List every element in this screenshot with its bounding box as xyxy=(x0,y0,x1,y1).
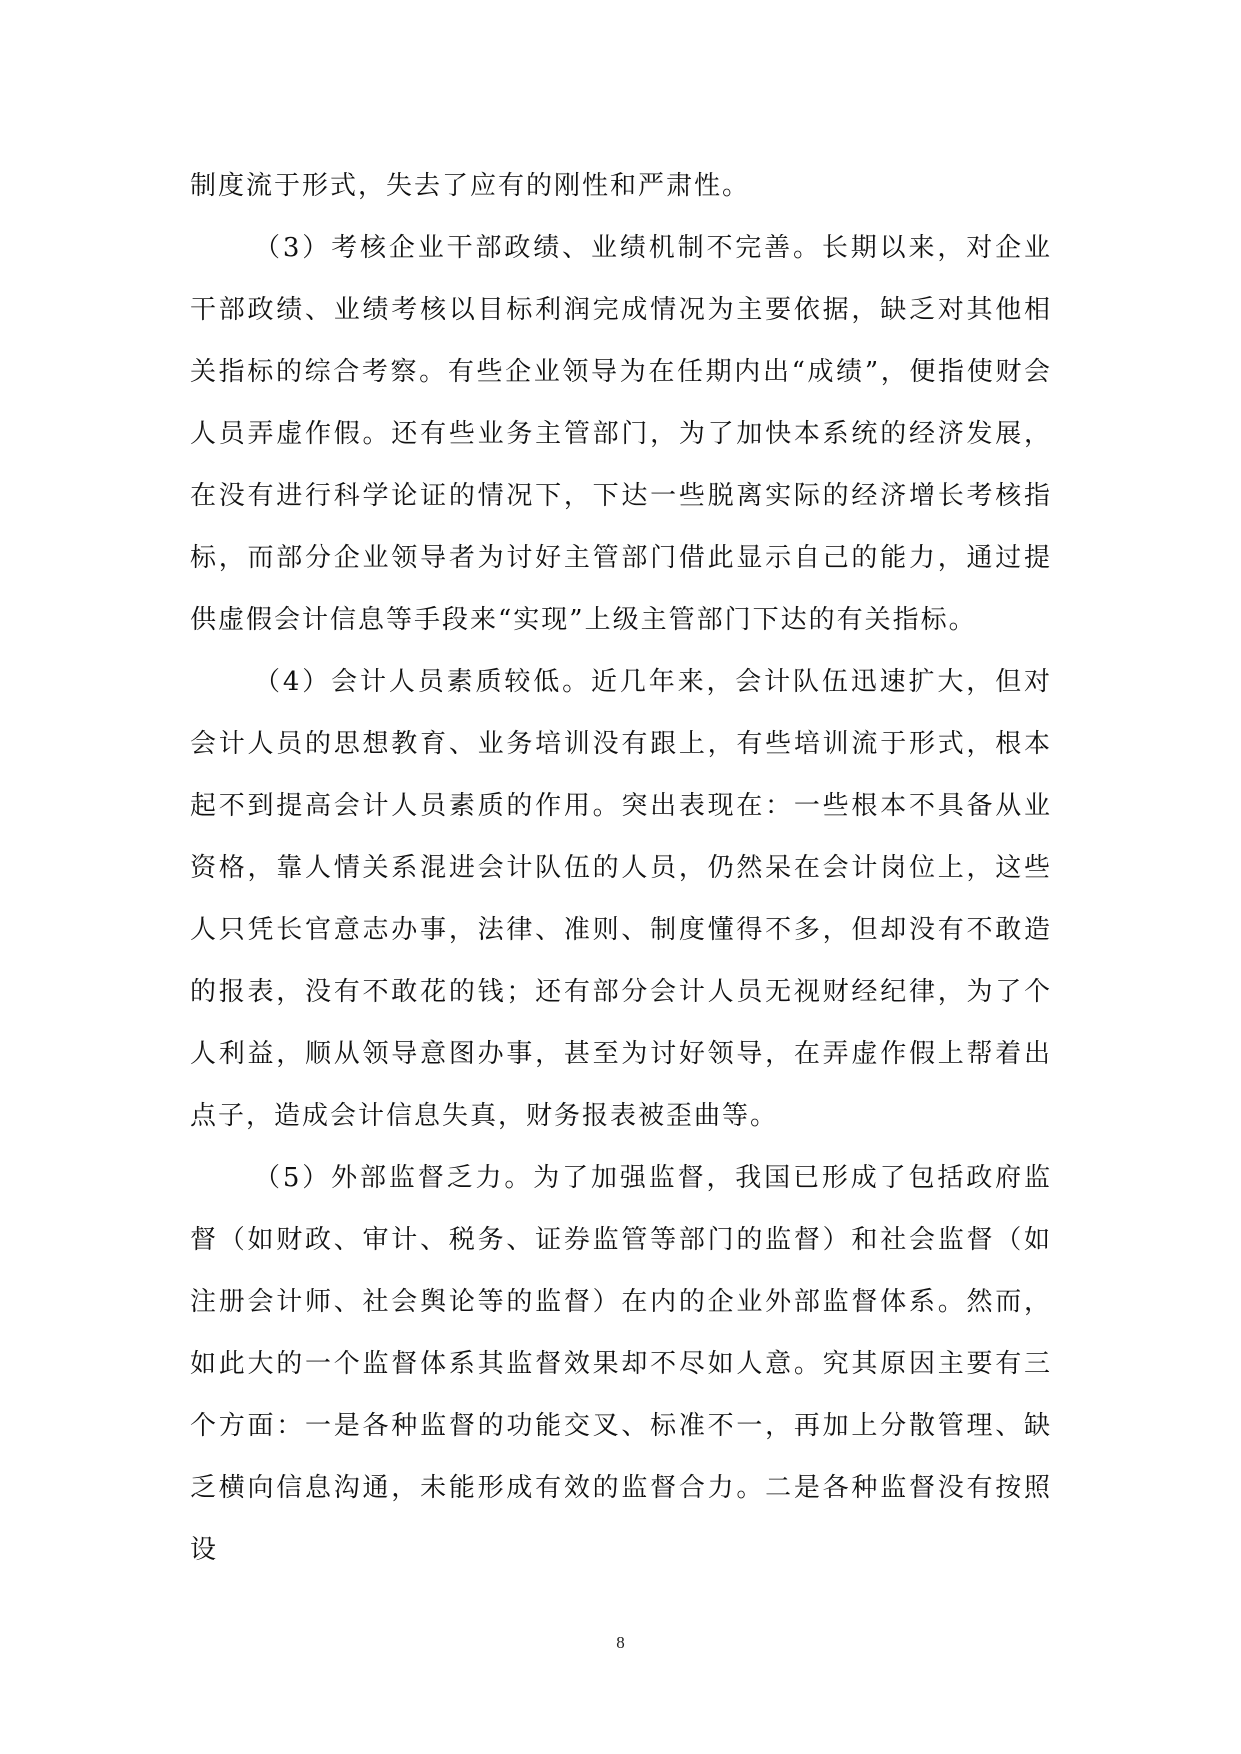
page-number: 8 xyxy=(616,1633,625,1652)
paragraph-item-4: （4）会计人员素质较低。近几年来，会计队伍迅速扩大，但对会计人员的思想教育、业务培训没有跟上，有些培训流于形式，根本起不到提高会计人员素质的作用。突出表现在：一些根本不具备从业资格，靠人情关系混进会计队伍的人员，仍然呆在会计岗位上，这些人只凭长官意志办事，法律、准则、制度懂得不多，但却没有不敢造的报表，没有不敢花的钱；还有部分会计人员无视财经纪律，为了个人利益，顺从领导意图办事，甚至为讨好领导，在弄虚作假上帮着出点子，造成会计信息失真，财务报表被歪曲等。 xyxy=(190,667,1052,1131)
paragraph-item-5: （5）外部监督乏力。为了加强监督，我国已形成了包括政府监督（如财政、审计、税务、证券监管等部门的监督）和社会监督（如注册会计师、社会舆论等的监督）在内的企业外部监督体系。然而，如此大的一个监督体系其监督效果却不尽如人意。究其原因主要有三个方面：一是各种监督的功能交叉、标准不一，再加上分散管理、缺乏横向信息沟通，未能形成有效的监督合力。二是各种监督没有按照设 xyxy=(190,1163,1052,1565)
paragraph-continuation: 制度流于形式，失去了应有的刚性和严肃性。 xyxy=(190,171,751,201)
body-text xyxy=(190,155,1052,1581)
paragraph-item-3: （3）考核企业干部政绩、业绩机制不完善。长期以来，对企业干部政绩、业绩考核以目标利润完成情况为主要依据，缺乏对其他相关指标的综合考察。有些企业领导为在任期内出“成绩”，便指使财会人员弄虚作假。还有些业务主管部门，为了加快本系统的经济发展，在没有进行科学论证的情况下，下达一些脱离实际的经济增长考核指标，而部分企业领导者为讨好主管部门借此显示自己的能力，通过提供虚假会计信息等手段来“实现”上级主管部门下达的有关指标。 xyxy=(190,233,1052,635)
